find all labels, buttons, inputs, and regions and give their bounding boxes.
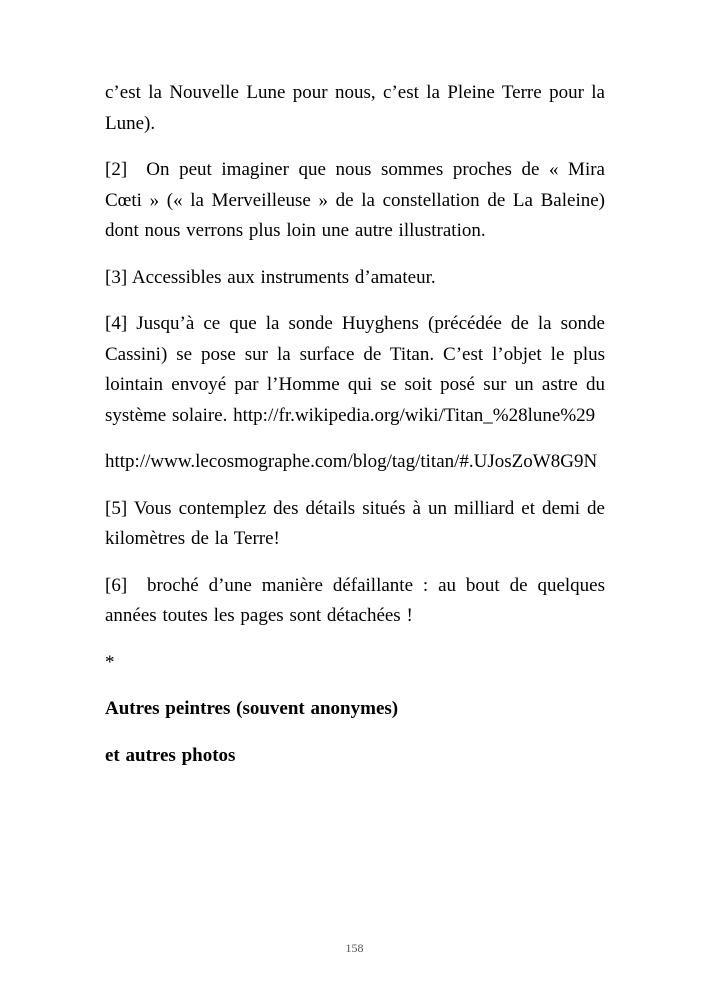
- asterisk-separator: *: [105, 651, 115, 673]
- footnote-4: [4] Jusqu’à ce que la sonde Huyghens (précédée de la sonde Cassini) se pose sur la surface de Titan. C’est l’objet le plus lointain envoyé par l’Homme qui se soit posé sur un astre du système solaire. http://fr.wikipedia.org/wiki/Titan_%28lune%29: [105, 313, 605, 426]
- url-line: http://www.lecosmographe.com/blog/tag/titan/#.UJosZoW8G9N: [105, 451, 598, 472]
- paragraph-continuation: c’est la Nouvelle Lune pour nous, c’est la Pleine Terre pour la Lune).: [105, 82, 605, 134]
- footnote-3: [3] Accessibles aux instruments d’amateur.: [105, 266, 436, 288]
- footnote-5: [5] Vous contemplez des détails situés à un milliard et demi de kilomètres de la Terre!: [105, 497, 605, 549]
- page-number: 158: [345, 941, 364, 955]
- heading-et-autres-photos: et autres photos: [105, 744, 236, 766]
- heading-autres-peintres: Autres peintres (souvent anonymes): [105, 698, 399, 719]
- footnote-2: [2] On peut imaginer que nous sommes proches de « Mira Cœti » (« la Merveilleuse » de la constellation de La Baleine) dont nous verrons plus loin une autre illustration.: [105, 159, 605, 241]
- footnote-6: [6] broché d’une manière défaillante : au bout de quelques années toutes les pages sont détachées !: [105, 574, 605, 626]
